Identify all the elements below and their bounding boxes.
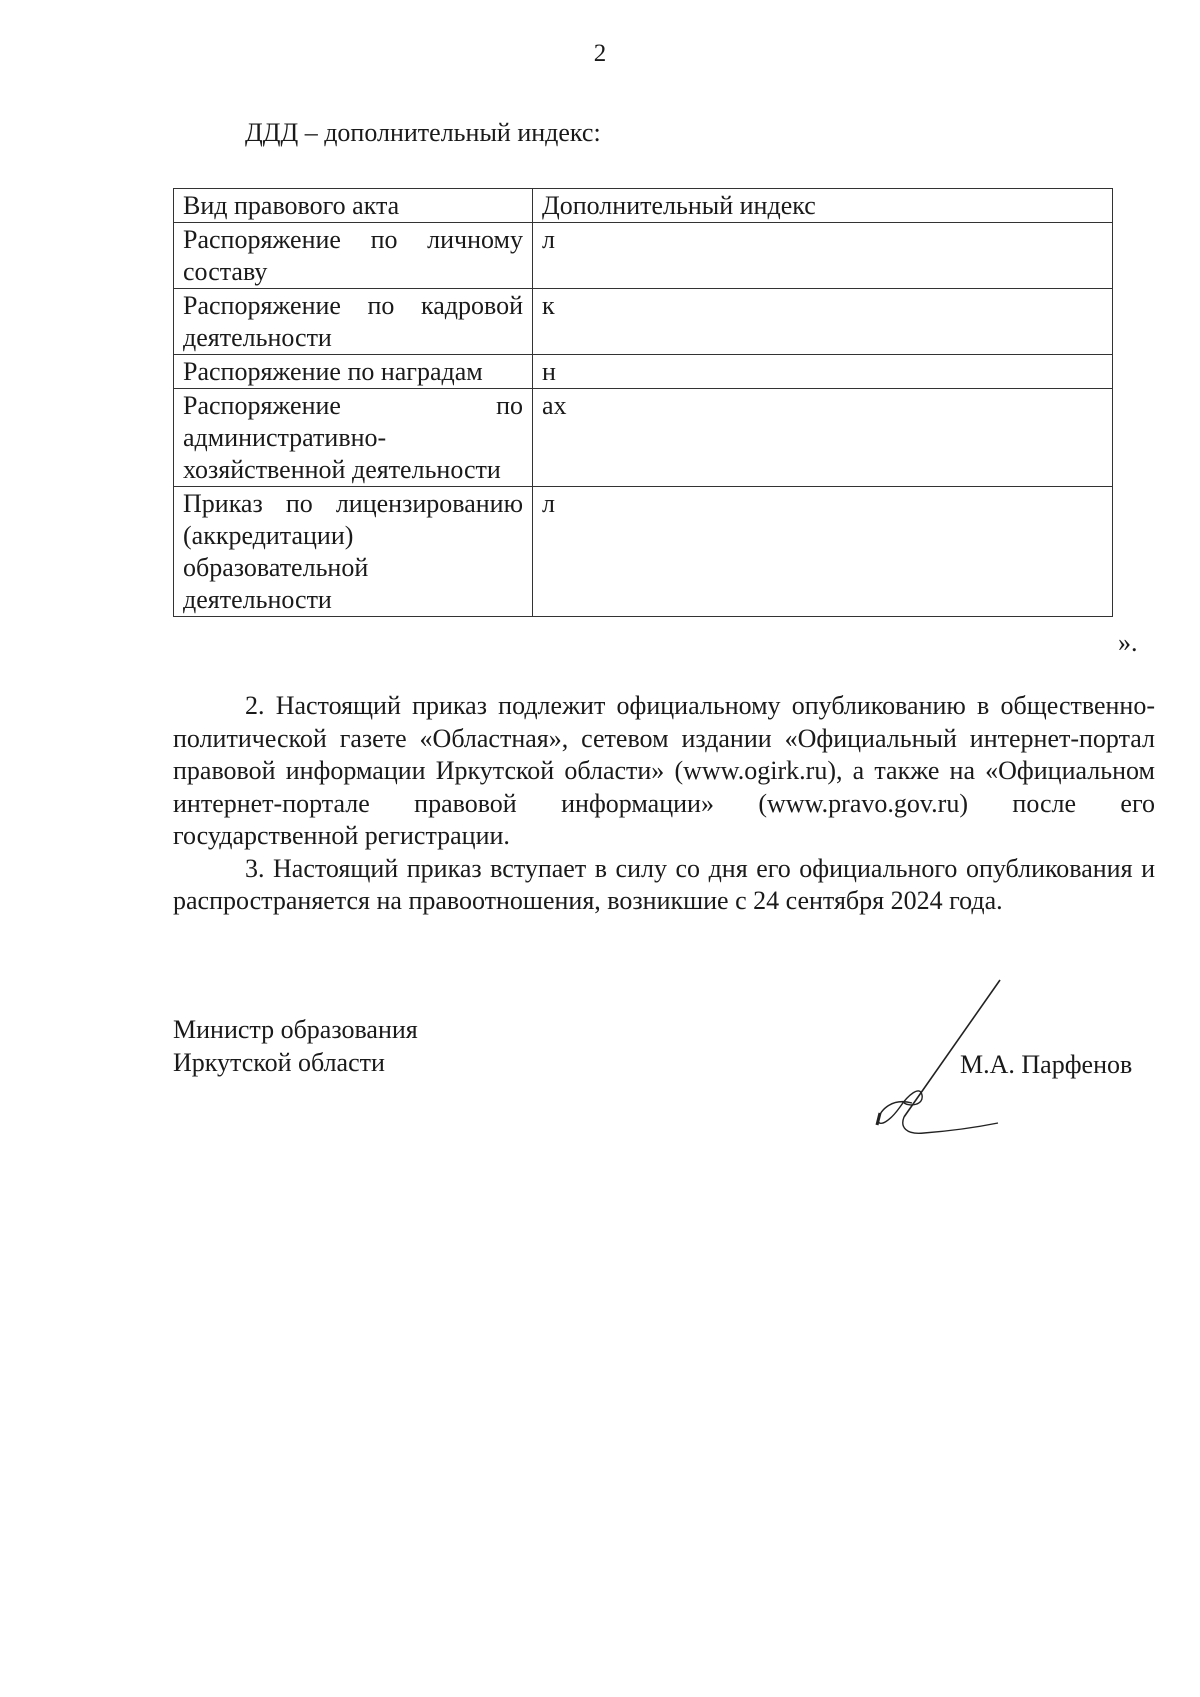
table-row xyxy=(174,223,1113,289)
act-type-top: Распоряжение по наградам xyxy=(183,357,483,386)
index-heading: ДДД – дополнительный индекс: xyxy=(245,118,601,147)
table-row xyxy=(174,355,1113,389)
index-table xyxy=(173,188,1113,617)
header-cell-index: Дополнительный индекс xyxy=(533,189,1113,223)
paragraph-effective-date: 3. Настоящий приказ вступает в силу со дня его официального опубликования и распространяется на правоотношения, возникшие с 24 сентября 2024 года. xyxy=(173,853,1155,915)
signer-title xyxy=(173,1013,418,1079)
table-closing-mark: ». xyxy=(1118,628,1138,657)
act-type-cell xyxy=(174,223,533,289)
act-type-cell xyxy=(174,355,533,389)
act-type-top: Распоряжение по кадровой xyxy=(183,291,523,320)
act-type-rest: составу xyxy=(183,257,268,286)
act-type-cell xyxy=(174,487,533,617)
act-type-top: Распоряжение по xyxy=(183,391,523,420)
page-number: 2 xyxy=(593,40,607,67)
table-header-row xyxy=(174,189,1113,223)
paragraph-publication: 2. Настоящий приказ подлежит официальному опубликованию в общественно-политической газете «Областная», сетевом издании «Официальный интернет-портал правовой информации Иркутской области» (www.ogirk.ru), а также на «Официальном интернет-портале правовой информации» (www.pravo.gov.ru) после его государственной регистрации. xyxy=(173,691,1155,850)
table-row xyxy=(174,389,1113,487)
act-type-top: Приказ по лицензированию xyxy=(183,489,523,518)
signer-title-line1: Министр образования xyxy=(173,1015,418,1044)
act-index-cell: л xyxy=(533,223,1113,289)
header-cell-type: Вид правового акта xyxy=(174,189,533,223)
act-type-rest: (аккредитации) образовательной деятельности xyxy=(183,521,369,614)
act-index-cell: л xyxy=(533,487,1113,617)
table-row xyxy=(174,289,1113,355)
signer-name: М.А. Парфенов xyxy=(960,1050,1133,1079)
act-index-cell: ах xyxy=(533,389,1113,487)
signer-title-line2: Иркутской области xyxy=(173,1048,385,1077)
body-text xyxy=(173,690,1155,918)
act-type-rest: деятельности xyxy=(183,323,332,352)
act-index-cell: н xyxy=(533,355,1113,389)
act-type-rest: административно-хозяйственной деятельности xyxy=(183,423,501,484)
act-type-cell xyxy=(174,289,533,355)
act-type-cell xyxy=(174,389,533,487)
act-type-top: Распоряжение по личному xyxy=(183,225,523,254)
act-index-cell: к xyxy=(533,289,1113,355)
table-row xyxy=(174,487,1113,617)
